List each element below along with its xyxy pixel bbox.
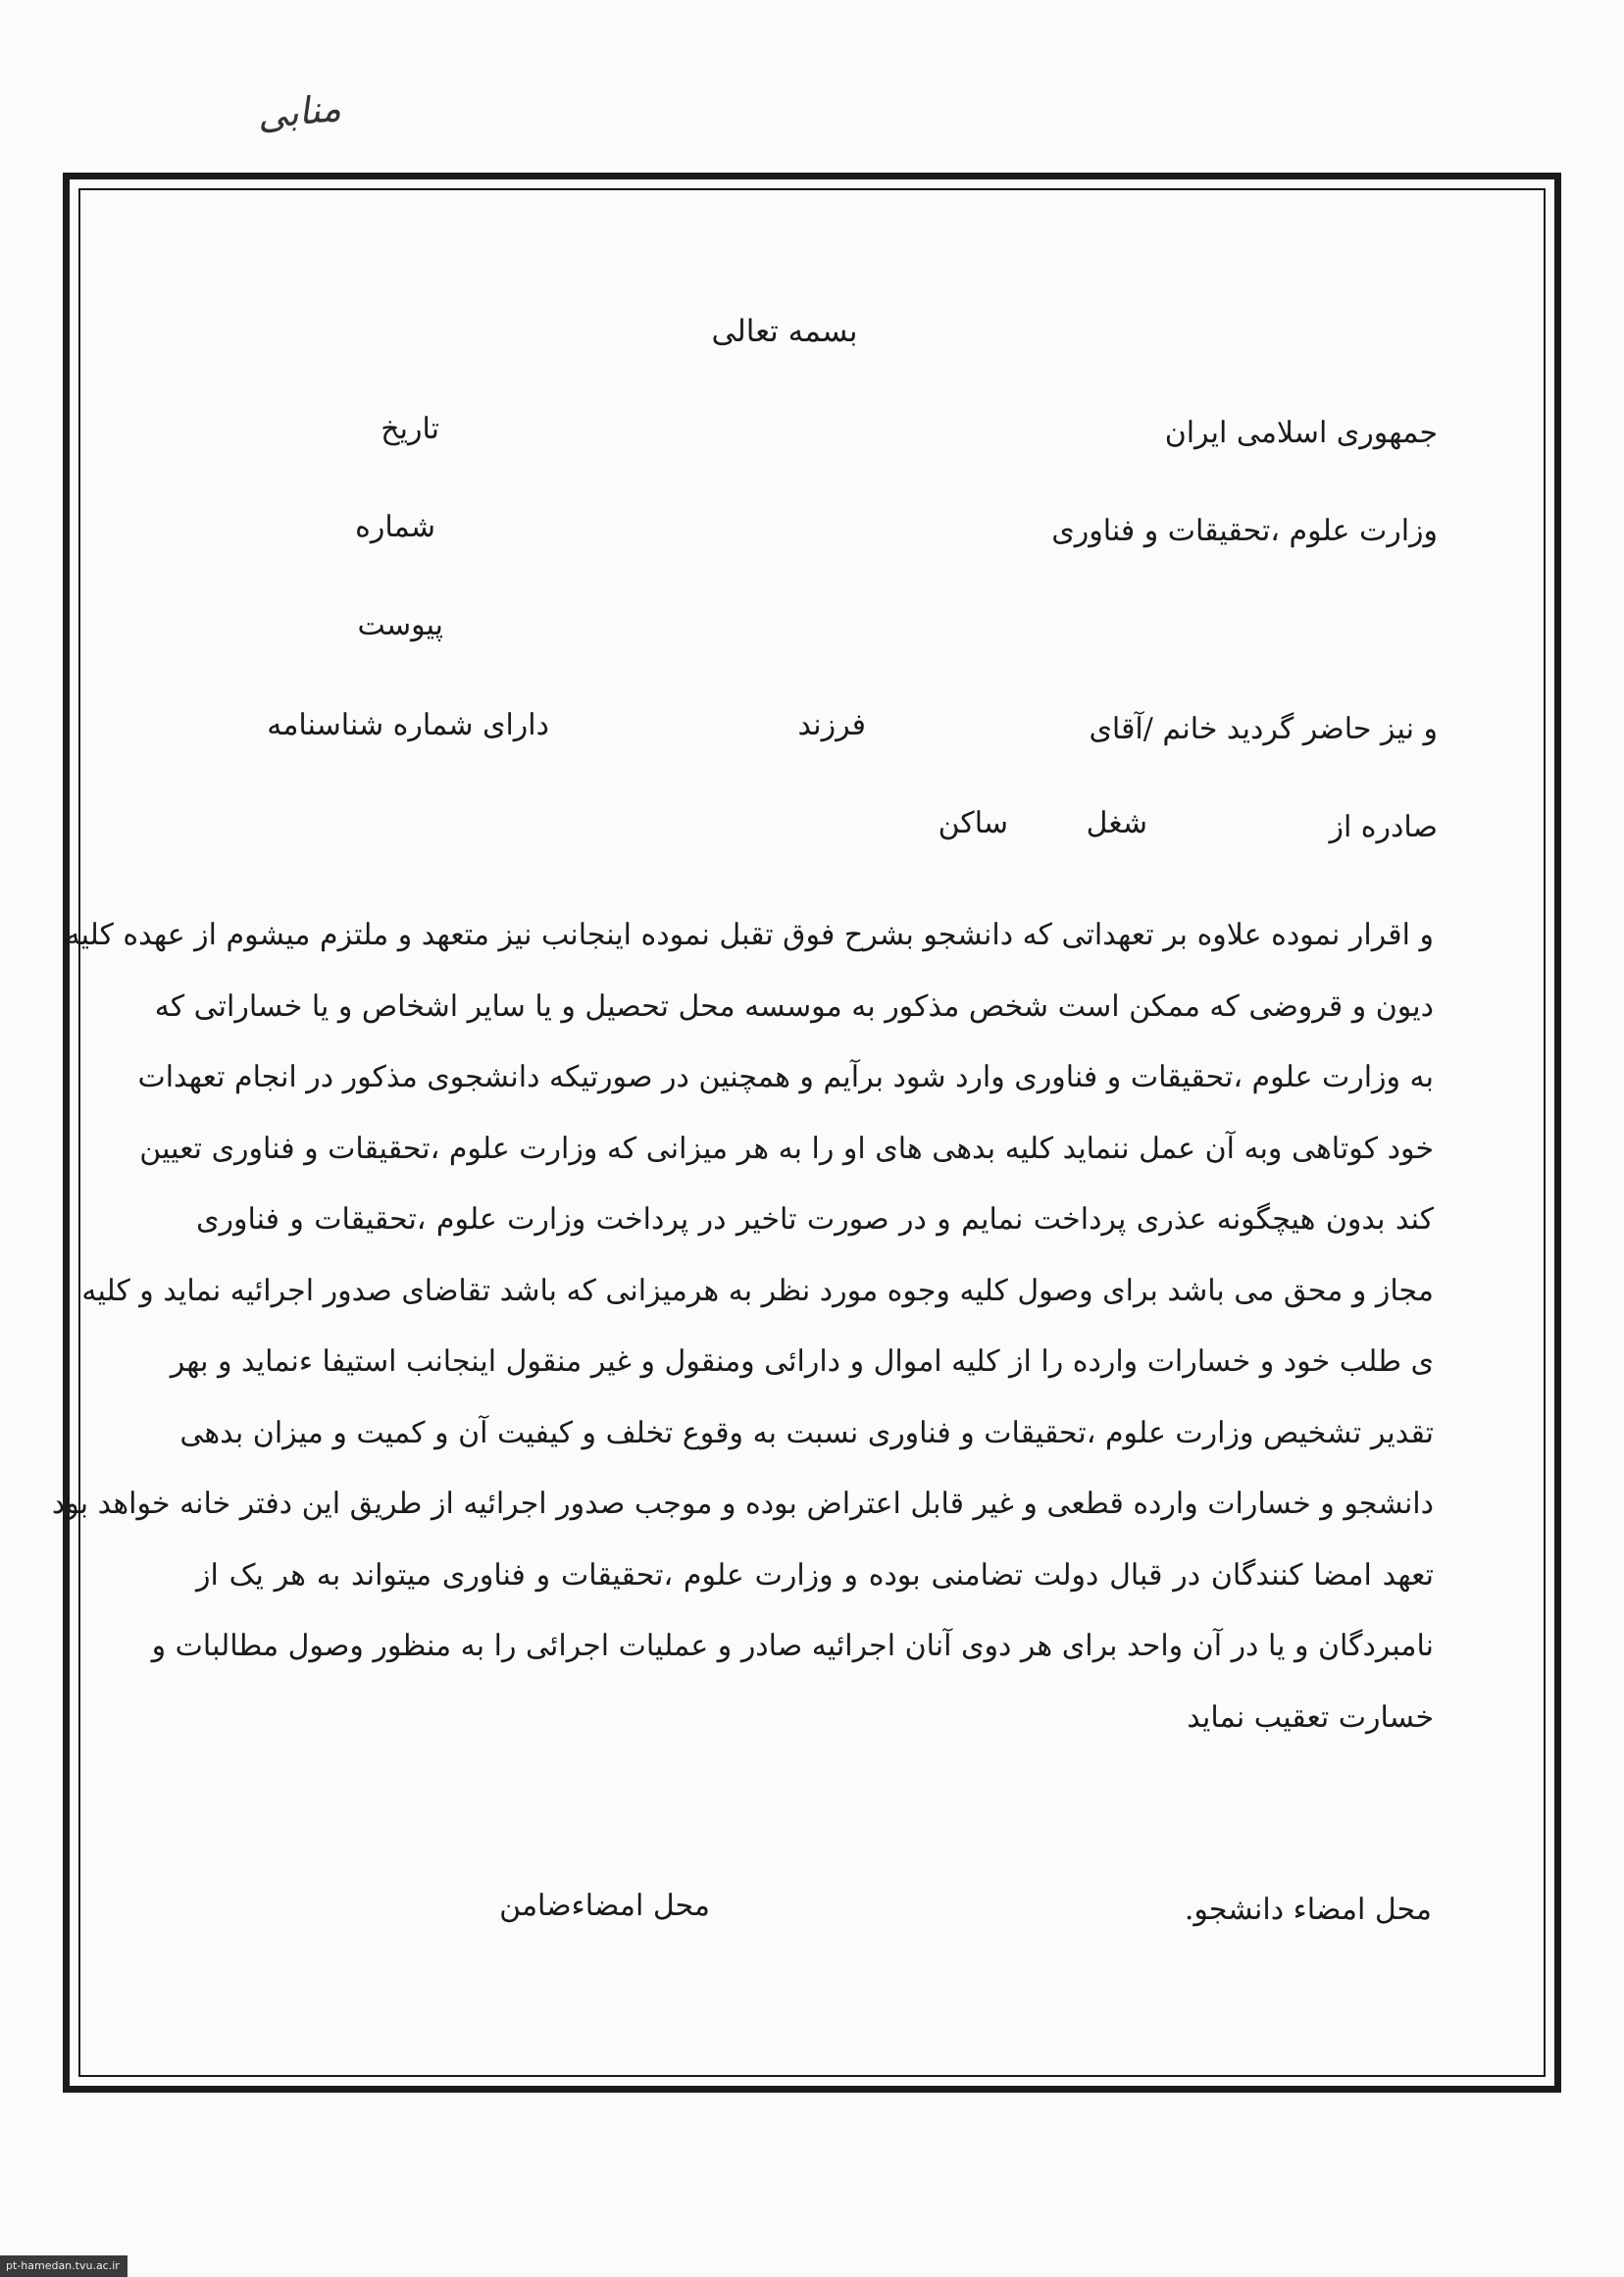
body-line: تعهد امضا کنندگان در قبال دولت تضامنی بوده و وزارت علوم ،تحقیقات و فناوری میتواند به هر یک از [196, 1557, 1434, 1593]
field-occupation-label: شغل [1086, 806, 1147, 840]
field-issued-label: صادره از [1329, 810, 1438, 844]
guarantee-body [51, 900, 1434, 1753]
ministry-heading: وزارت علوم ،تحقیقات و فناوری [1051, 514, 1438, 548]
body-line: خود کوتاهی وبه آن عمل ننماید کلیه بدهی های او را به هر میزانی که وزارت علوم ،تحقیقات و فناوری تعیین [139, 1131, 1434, 1166]
attachment-label: پیوست [357, 608, 443, 642]
republic-heading: جمهوری اسلامی ایران [1164, 416, 1438, 450]
body-line: دانشجو و خسارات وارده قطعی و غیر قابل اعتراض بوده و موجب صدور اجرائیه از طریق این دفتر خانه خواهد بود [51, 1487, 1434, 1521]
body-line: تقدیر تشخیص وزارت علوم ،تحقیقات و فناوری نسبت به وقوع تخلف و کیفیت آن و کمیت و میزان بدهی [179, 1415, 1434, 1450]
body-line: کند بدون هیچگونه عذری پرداخت نمایم و در صورت تاخیر در پرداخت وزارت علوم ،تحقیقات و فناوری [196, 1202, 1434, 1237]
handwritten-note: منابی [254, 85, 343, 138]
body-line: به وزارت علوم ،تحقیقات و فناوری وارد شود برآیم و همچنین در صورتیکه دانشجوی مذکور در انجام تعهدات [137, 1060, 1434, 1094]
field-id-number-label: دارای شماره شناسنامه [267, 708, 549, 742]
field-residence-label: ساکن [938, 806, 1008, 840]
body-line: دیون و قروضی که ممکن است شخص مذکور به موسسه محل تحصیل و یا سایر اشخاص و یا خساراتی که [154, 988, 1434, 1024]
guarantor-signature-label: محل امضاءضامن [499, 1889, 710, 1923]
body-line: مجاز و محق می باشد برای وصول کلیه وجوه مورد نظر به هرمیزانی که باشد تقاضای صدور اجرائیه نماید و کلیه [81, 1273, 1434, 1308]
field-father-label: فرزند [797, 708, 866, 742]
basmala-heading: بسمه تعالی [711, 314, 858, 349]
body-line: خسارت تعقیب نماید [1187, 1699, 1434, 1735]
field-name-label: و نیز حاضر گردید خانم /آقای [1089, 712, 1438, 746]
footer-url: pt-hamedan.tvu.ac.ir [0, 2255, 127, 2277]
student-signature-label: محل امضاء دانشجو. [1184, 1893, 1432, 1927]
number-label: شماره [355, 510, 435, 544]
body-line: نامبردگان و یا در آن واحد برای هر دوی آنان اجرائیه صادر و عملیات اجرائی را به منظور وصول مطالبات و [151, 1629, 1434, 1663]
body-line: و اقرار نموده علاوه بر تعهداتی که دانشجو بشرح فوق تقبل نموده اینجانب نیز متعهد و ملتزم میشوم از عهده کلیه [65, 918, 1434, 952]
date-label: تاریخ [381, 412, 439, 446]
body-line: ی طلب خود و خسارات وارده را از کلیه اموال و دارائی ومنقول و غیر منقول اینجانب استیفا ءنماید و بهر [170, 1344, 1434, 1379]
